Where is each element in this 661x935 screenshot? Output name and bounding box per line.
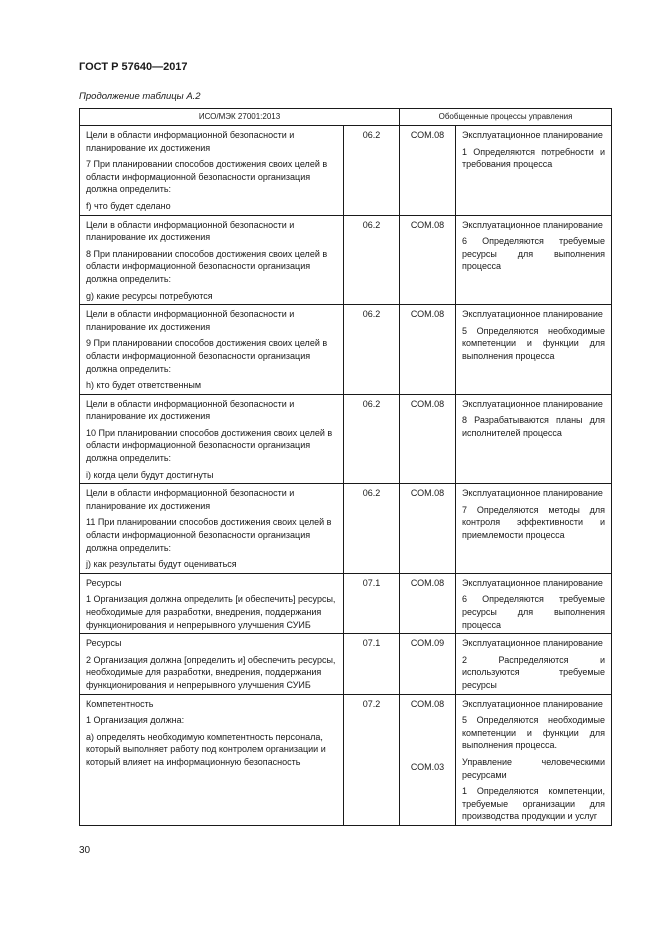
requirement-cell <box>80 694 344 825</box>
process-code: СОМ.08 <box>410 488 445 499</box>
requirement-cell <box>80 305 344 395</box>
process-code-cell <box>400 305 456 395</box>
requirement-text: Ресурсы <box>86 638 122 649</box>
process-code-cell <box>400 126 456 216</box>
document-id: ГОСТ Р 57640—2017 <box>79 61 188 73</box>
table-row <box>80 694 612 825</box>
process-text: Управление человеческими ресурсами <box>462 756 606 780</box>
clause-cell: 07.1 <box>344 634 400 694</box>
process-description-cell <box>456 634 612 694</box>
clause-cell: 06.2 <box>344 484 400 574</box>
requirement-cell <box>80 573 344 633</box>
requirement-text: Цели в области информационной безопасности и планирование их достижения <box>86 398 295 422</box>
process-code-cell <box>400 694 456 825</box>
clause-cell: 07.2 <box>344 694 400 825</box>
table-row <box>80 126 612 216</box>
table-row <box>80 394 612 484</box>
process-text: 1 Определяются потребности и требования процесса <box>462 146 606 170</box>
header-left: ИСО/МЭК 27001:2013 <box>80 109 400 126</box>
requirement-text: а) определять необходимую компетентность персонала, который выполняет работу под контролем организации и который влияет на информационную безопасность <box>86 731 326 767</box>
clause-cell: 06.2 <box>344 215 400 305</box>
requirement-cell <box>80 215 344 305</box>
table-body <box>80 126 612 826</box>
header-right: Обобщенные процессы управления <box>400 109 612 126</box>
requirement-text: Цели в области информационной безопасности и планирование их достижения <box>86 488 295 511</box>
requirement-cell <box>80 394 344 484</box>
requirement-text: f) что будет сделано <box>86 200 171 211</box>
process-text: 8 Разрабатываются планы для исполнителей процесса <box>462 415 606 438</box>
process-text: 6 Определяются требуемые ресурсы для выполнения процесса <box>462 594 606 630</box>
requirement-text: 2 Организация должна [определить и] обеспечить ресурсы, необходимые для разработки, внедрения, поддержания функционирования и непрерывного улучшения СУИБ <box>86 654 336 690</box>
process-text: Эксплуатационное планирование <box>462 398 603 409</box>
process-code-cell <box>400 573 456 633</box>
page-number: 30 <box>79 845 91 856</box>
process-code: СОМ.08 <box>410 130 445 140</box>
process-description-cell <box>456 126 612 216</box>
process-code-cell <box>400 394 456 484</box>
table-row <box>80 215 612 305</box>
requirement-text: 9 При планировании способов достижения своих целей в области информационной безопасности организация должна определить: <box>86 338 328 374</box>
process-text: Эксплуатационное планирование <box>462 219 603 230</box>
process-text: 5 Определяются необходимые компетенции и функции для выполнения процесса. <box>462 715 606 751</box>
requirement-text: 7 При планировании способов достижения своих целей в области информационной безопасности организация должна определить: <box>86 159 328 195</box>
process-code: СОМ.08 <box>410 698 445 709</box>
requirement-text: 1 Организация должна: <box>86 715 185 726</box>
requirement-text: g) какие ресурсы потребуются <box>86 290 213 301</box>
process-description-cell <box>456 305 612 395</box>
process-text: 2 Распределяются и используются требуемые ресурсы <box>462 654 606 690</box>
requirement-text: Цели в области информационной безопасности и планирование их достижения <box>86 309 295 332</box>
process-text: Эксплуатационное планирование <box>462 488 603 499</box>
process-code: СОМ.03 <box>410 762 445 773</box>
requirement-text: 8 При планировании способов достижения своих целей в области информационной безопасности организация должна определить: <box>86 248 328 284</box>
requirement-text: Компетентность <box>86 698 154 709</box>
requirement-cell <box>80 634 344 694</box>
table-header-row <box>80 109 612 126</box>
clause-cell: 06.2 <box>344 305 400 395</box>
process-text: Эксплуатационное планирование <box>462 577 603 588</box>
table-row <box>80 305 612 395</box>
mapping-table <box>79 108 612 826</box>
requirement-cell <box>80 126 344 216</box>
requirement-text: 11 При планировании способов достижения своих целей в области информационной безопасности организация должна определить: <box>86 517 332 553</box>
process-text: 1 Определяются компетенции, требуемые организации для производства продукции и услуг <box>462 786 606 822</box>
process-code: СОМ.08 <box>410 309 445 320</box>
requirement-text: 10 При планировании способов достижения своих целей в области информационной безопасности организация должна определить: <box>86 427 333 464</box>
clause-cell: 06.2 <box>344 394 400 484</box>
table-row <box>80 634 612 694</box>
process-code-cell <box>400 215 456 305</box>
clause-cell: 06.2 <box>344 126 400 216</box>
requirement-text: 1 Организация должна определить [и обеспечить] ресурсы, необходимые для разработки, внедрения, поддержания функционирования и непрерывного улучшения СУИБ <box>86 594 336 630</box>
process-description-cell <box>456 694 612 825</box>
requirement-text: h) кто будет ответственным <box>86 380 202 391</box>
process-description-cell <box>456 215 612 305</box>
requirement-text: Цели в области информационной безопасности и планирование их достижения <box>86 219 295 243</box>
process-text: 7 Определяются методы для контроля эффективности и приемлемости процесса <box>462 504 606 541</box>
process-code-cell <box>400 634 456 694</box>
process-text: Эксплуатационное планирование <box>462 130 603 140</box>
requirement-text: j) как результаты будут оцениваться <box>86 559 237 570</box>
process-code: СОМ.08 <box>410 398 445 409</box>
process-text: Эксплуатационное планирование <box>462 638 603 649</box>
process-text: Эксплуатационное планирование <box>462 698 603 709</box>
process-description-cell <box>456 484 612 574</box>
process-code: СОМ.08 <box>410 219 445 230</box>
requirement-cell <box>80 484 344 574</box>
requirement-text: i) когда цели будут достигнуты <box>86 469 214 480</box>
table-caption: Продолжение таблицы А.2 <box>79 91 201 102</box>
requirement-text: Цели в области информационной безопасности и планирование их достижения <box>86 130 295 153</box>
table-row <box>80 573 612 633</box>
clause-cell: 07.1 <box>344 573 400 633</box>
process-description-cell <box>456 573 612 633</box>
process-code: СОМ.08 <box>410 577 445 588</box>
process-text: 5 Определяются необходимые компетенции и функции для выполнения процесса <box>462 325 606 361</box>
process-text: 6 Определяются требуемые ресурсы для выполнения процесса <box>462 236 606 272</box>
requirement-text: Ресурсы <box>86 577 122 588</box>
process-code-cell <box>400 484 456 574</box>
table-row <box>80 484 612 574</box>
process-description-cell <box>456 394 612 484</box>
process-text: Эксплуатационное планирование <box>462 309 603 320</box>
process-code: СОМ.09 <box>410 638 445 649</box>
